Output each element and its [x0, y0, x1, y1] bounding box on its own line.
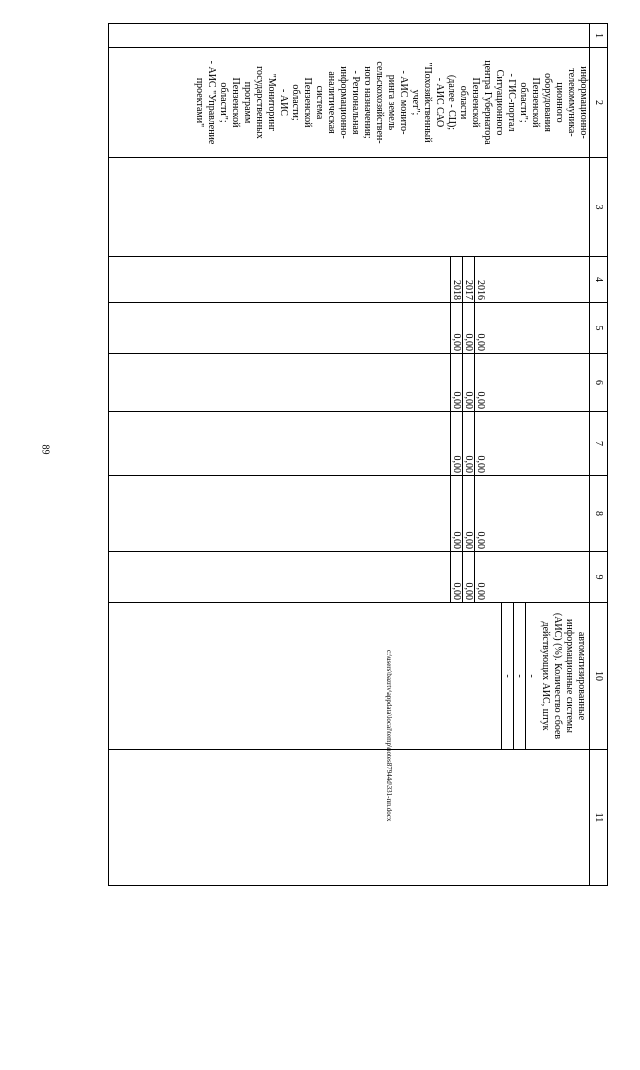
- year-value: 2017: [463, 257, 475, 302]
- description-line: Пензенской: [302, 77, 313, 128]
- header-col-2: 2: [590, 48, 608, 158]
- amount-value: 0,00: [463, 552, 475, 602]
- description-line: оборудования: [542, 73, 553, 132]
- amount-value: 0,00: [475, 354, 487, 411]
- header-col-10: 10: [590, 603, 608, 750]
- header-col-9: 9: [590, 552, 608, 603]
- indicator-value: -: [502, 603, 514, 749]
- amount-value: 0,00: [451, 552, 463, 602]
- page-number: 89: [39, 444, 51, 455]
- cell-col-9: [109, 552, 590, 603]
- footer-file-path: c:\users\bazrtv\appdata\local\temp\notes87944d\331-пп.docx: [385, 650, 393, 822]
- values-list: [450, 412, 486, 475]
- description-line: - Региональная: [350, 70, 361, 135]
- description-line: Пензенской: [230, 77, 241, 128]
- description-line: ционного: [554, 82, 565, 123]
- description-line: ринга земель: [386, 74, 397, 131]
- indicator-value: -: [514, 603, 526, 749]
- amount-value: 0,00: [475, 303, 487, 353]
- values-list: [450, 303, 486, 353]
- amount-value: 0,00: [451, 412, 463, 475]
- description-line: области";: [218, 82, 229, 123]
- year-value: 2016: [475, 257, 487, 302]
- description-line: учет";: [410, 89, 421, 116]
- amount-value: 0,00: [451, 354, 463, 411]
- header-col-7: 7: [590, 412, 608, 476]
- description-line: сельскохозяйствен-: [374, 61, 385, 144]
- cell-col-2-description: [109, 48, 590, 158]
- values-list: [450, 552, 486, 602]
- header-col-6: 6: [590, 354, 608, 412]
- years-list: [450, 257, 486, 302]
- cell-col-4-years: [109, 257, 590, 303]
- indicator-description: автоматизированные информационные системы (АИС) (%). Количество сбоев действующих АИС, штук: [540, 612, 587, 740]
- description-line: области: [458, 85, 469, 120]
- description-line: Ситуационного: [494, 69, 505, 136]
- description-line: "Мониторинг: [266, 73, 277, 132]
- header-col-11: 11: [590, 750, 608, 886]
- values-list: [450, 354, 486, 411]
- header-col-1: 1: [590, 24, 608, 48]
- amount-value: 0,00: [475, 476, 487, 551]
- amount-value: 0,00: [475, 552, 487, 602]
- cell-col-8: [109, 476, 590, 552]
- year-value: 2018: [451, 257, 463, 302]
- description-line: области;: [290, 84, 301, 121]
- amount-value: 0,00: [451, 303, 463, 353]
- program-table: [108, 23, 608, 886]
- cell-col-3: [109, 158, 590, 257]
- header-col-4: 4: [590, 257, 608, 303]
- description-line: система: [314, 85, 325, 120]
- description-line: проектами": [194, 77, 205, 128]
- amount-value: 0,00: [463, 476, 475, 551]
- description-line: Пензенской: [470, 77, 481, 128]
- description-line: программ: [242, 81, 253, 124]
- description-line: Пензенской: [530, 77, 541, 128]
- description-line: аналитическая: [326, 71, 337, 134]
- description-line: - АИС: [278, 89, 289, 116]
- amount-value: 0,00: [475, 412, 487, 475]
- header-col-5: 5: [590, 303, 608, 354]
- amount-value: 0,00: [463, 412, 475, 475]
- description-line: информационно-: [338, 66, 349, 139]
- description-line: - ГИС-портал: [506, 73, 517, 132]
- header-row: [590, 24, 608, 886]
- indicator-value: -: [526, 603, 538, 749]
- description-line: - АИС монито-: [398, 70, 409, 135]
- cell-col-7: [109, 412, 590, 476]
- description-line: государственных: [254, 66, 265, 139]
- description-line: области";: [518, 82, 529, 123]
- description-line: - АИС "Управление: [206, 60, 217, 145]
- cell-col-6: [109, 354, 590, 412]
- indicator-values: [501, 603, 537, 749]
- description-line: ного назначения;: [362, 66, 373, 139]
- header-col-8: 8: [590, 476, 608, 552]
- amount-value: 0,00: [463, 354, 475, 411]
- description-line: центра Губернатора: [482, 60, 493, 145]
- description-line: телекоммуника-: [566, 68, 577, 137]
- cell-col-11: [109, 750, 590, 886]
- header-col-3: 3: [590, 158, 608, 257]
- rotated-table-sheet: [108, 23, 608, 885]
- description-line: "Похозяйственный: [422, 62, 433, 143]
- cell-col-10: [109, 603, 590, 750]
- cell-col-5: [109, 303, 590, 354]
- table-row: [109, 24, 590, 886]
- amount-value: 0,00: [463, 303, 475, 353]
- description-line: (далее - СЦ);: [446, 74, 457, 131]
- description-line: - АИС САО: [434, 77, 445, 128]
- cell-col-1: [109, 24, 590, 48]
- description-line: информационно-: [578, 66, 589, 139]
- amount-value: 0,00: [451, 476, 463, 551]
- values-list: [450, 476, 486, 551]
